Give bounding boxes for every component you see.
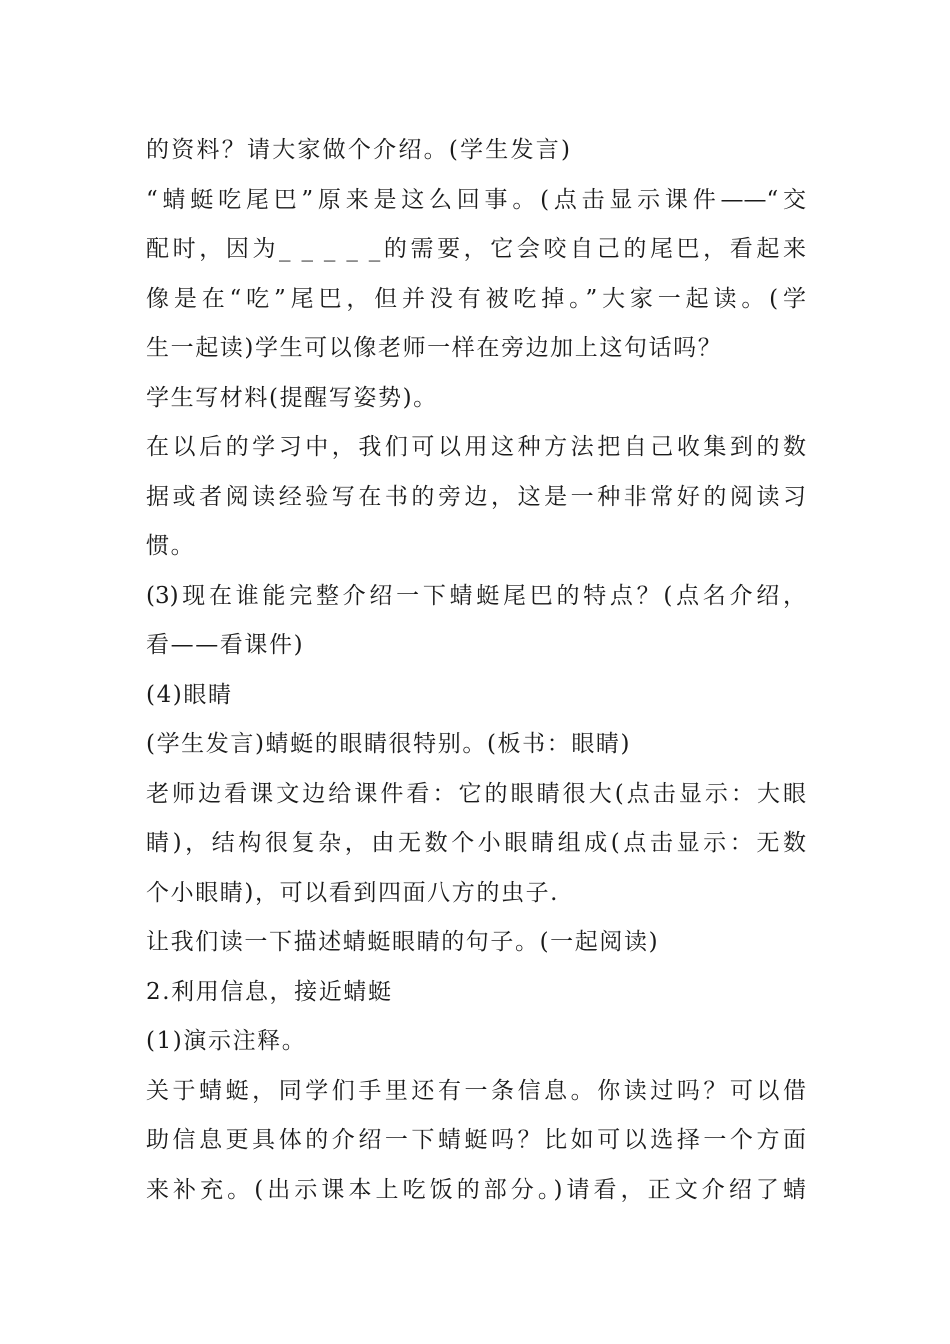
text-line: 配时，因为_ _ _ _ _的需要，它会咬自己的尾巴，看起来 — [146, 236, 806, 262]
text-line: “蜻蜓吃尾巴”原来是这么回事。(点击显示课件——“交 — [146, 186, 806, 213]
text-line: 来补充。(出示课本上吃饭的部分。)请看，正文介绍了蜻 — [146, 1176, 806, 1203]
text-line: (1)演示注释。 — [146, 1028, 307, 1054]
text-line: 助信息更具体的介绍一下蜻蜓吗？比如可以选择一个方面 — [146, 1127, 806, 1153]
text-line: (3)现在谁能完整介绍一下蜻蜓尾巴的特点？(点名介绍， — [146, 582, 806, 609]
text-line: 学生写材料(提醒写姿势)。 — [146, 384, 438, 411]
text-line: 睛)，结构很复杂，由无数个小眼睛组成(点击显示：无数 — [146, 830, 806, 856]
text-line: 生一起读)学生可以像老师一样在旁边加上这句话吗？ — [146, 335, 723, 361]
text-line: (4)眼睛 — [146, 681, 233, 708]
text-line: 老师边看课文边给课件看：它的眼睛很大(点击显示：大眼 — [146, 780, 806, 807]
text-line: 的资料？请大家做个介绍。(学生发言) — [146, 137, 570, 163]
text-line: 关于蜻蜓，同学们手里还有一条信息。你读过吗？可以借 — [146, 1077, 806, 1104]
section-heading: 2.利用信息，接近蜻蜓 — [146, 978, 393, 1005]
text-line: 惯。 — [146, 533, 196, 559]
text-line: 在以后的学习中，我们可以用这种方法把自己收集到的数 — [146, 434, 806, 460]
text-line: 像是在“吃”尾巴，但并没有被吃掉。”大家一起读。(学 — [146, 285, 806, 312]
text-line: 个小眼睛)，可以看到四面八方的虫子. — [146, 879, 560, 906]
text-line: 据或者阅读经验写在书的旁边，这是一种非常好的阅读习 — [146, 483, 806, 510]
text-line: 看——看课件) — [146, 632, 305, 658]
document-page — [146, 126, 806, 1215]
text-line: (学生发言)蜻蜓的眼睛很特别。(板书：眼睛) — [146, 731, 632, 757]
text-line: 让我们读一下描述蜻蜓眼睛的句子。(一起阅读) — [146, 929, 660, 955]
